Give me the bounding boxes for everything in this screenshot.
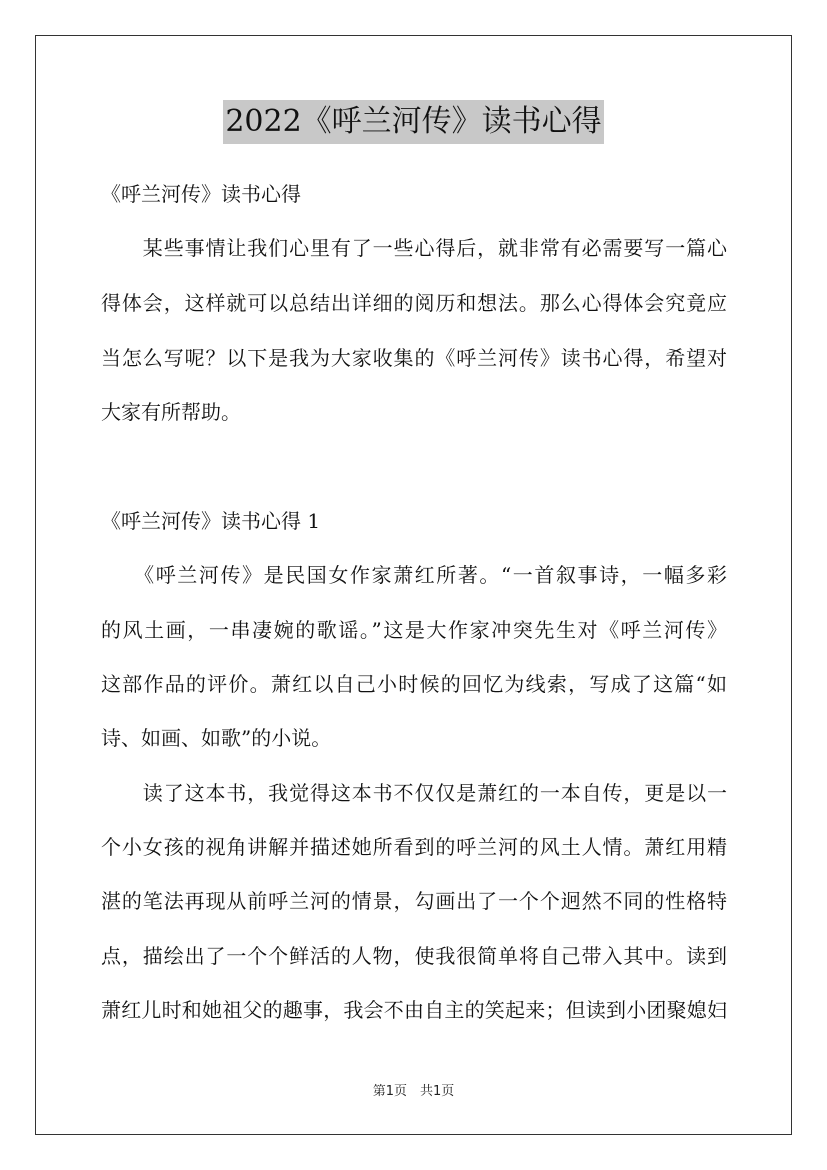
paragraph-line: 读了这本书，我觉得这本书不仅仅是萧红的一本自传，更是以一 — [101, 781, 727, 805]
paragraph-line: 的风土画，一串凄婉的歌谣。”这是大作家冲突先生对《呼兰河传》 — [101, 618, 727, 642]
intro-line: 当怎么写呢？以下是我为大家收集的《呼兰河传》读书心得，希望对 — [101, 346, 727, 370]
paragraph-line: 《呼兰河传》是民国女作家萧红所著。“一首叙事诗，一幅多彩 — [101, 563, 727, 587]
document-title: 2022《呼兰河传》读书心得 — [223, 100, 603, 144]
page-number-footer: 第1页 共1页 — [372, 1084, 455, 1099]
paragraph-line: 诗、如画、如歌”的小说。 — [101, 726, 332, 750]
section-heading: 《呼兰河传》读书心得 1 — [101, 509, 321, 533]
paragraph-line: 萧红儿时和她祖父的趣事，我会不由自主的笑起来；但读到小团聚媳妇 — [101, 998, 727, 1022]
intro-line: 大家有所帮助。 — [101, 400, 241, 424]
paragraph-line: 湛的笔法再现从前呼兰河的情景，勾画出了一个个迥然不同的性格特 — [101, 889, 727, 913]
intro-line: 某些事情让我们心里有了一些心得后，就非常有必需要写一篇心 — [101, 236, 727, 260]
paragraph-line: 点，描绘出了一个个鲜活的人物，使我很简单将自己带入其中。读到 — [101, 944, 727, 968]
paragraph-line: 个小女孩的视角讲解并描述她所看到的呼兰河的风土人情。萧红用精 — [101, 835, 727, 859]
intro-line: 得体会，这样就可以总结出详细的阅历和想法。那么心得体会究竟应 — [101, 291, 727, 315]
title-container — [0, 100, 827, 144]
paragraph-line: 这部作品的评价。萧红以自己小时候的回忆为线索，写成了这篇“如 — [101, 672, 727, 696]
subheading: 《呼兰河传》读书心得 — [101, 182, 301, 206]
